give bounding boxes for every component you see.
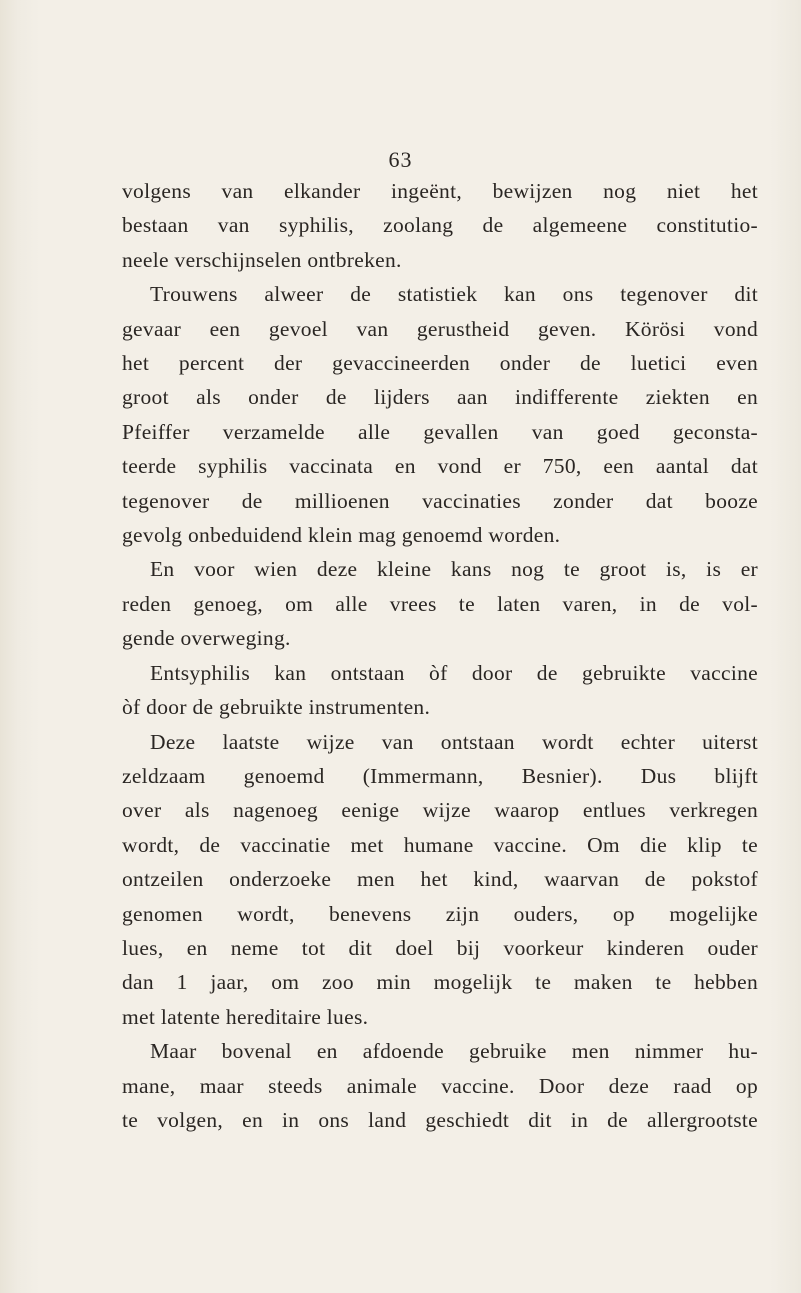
text-line: zeldzaam genoemd (Immermann, Besnier). Dus blijft (122, 763, 758, 788)
text-line: reden genoeg, om alle vrees te laten varen, in de vol- (122, 591, 758, 616)
text-line: over als nagenoeg eenige wijze waarop entlues verkregen (122, 798, 758, 823)
text-line: gevaar een gevoel van gerustheid geven. Körösi vond (122, 316, 758, 341)
text-line: ontzeilen onderzoeke men het kind, waarvan de pokstof (122, 867, 758, 892)
text-line: tegenover de millioenen vaccinaties zonder dat booze (122, 488, 758, 513)
text-line: het percent der gevaccineerden onder de luetici even (122, 351, 758, 376)
text-line: teerde syphilis vaccinata en vond er 750, een aantal dat (122, 454, 758, 479)
text-line: mane, maar steeds animale vaccine. Door deze raad op (122, 1073, 758, 1098)
text-line: Pfeiffer verzamelde alle gevallen van goed geconsta- (122, 419, 758, 444)
text-line: lues, en neme tot dit doel bij voorkeur kinderen ouder (122, 935, 758, 960)
text-line: neele verschijnselen ontbreken. (122, 247, 402, 272)
text-line: met latente hereditaire lues. (122, 1004, 369, 1029)
text-line: wordt, de vaccinatie met humane vaccine. Om die klip te (122, 832, 758, 857)
text-line: bestaan van syphilis, zoolang de algemeene constitutio- (122, 213, 758, 238)
text-line: Entsyphilis kan ontstaan òf door de gebruikte vaccine (150, 660, 758, 685)
text-line: Maar bovenal en afdoende gebruike men nimmer hu- (150, 1039, 758, 1064)
text-line: gevolg onbeduidend klein mag genoemd worden. (122, 523, 561, 548)
text-line: gende overweging. (122, 626, 291, 651)
text-line: te volgen, en in ons land geschiedt dit in de allergrootste (122, 1107, 758, 1132)
text-line: òf door de gebruikte instrumenten. (122, 695, 431, 720)
text-line: groot als onder de lijders aan indifferente ziekten en (122, 385, 758, 410)
text-line: volgens van elkander ingeënt, bewijzen nog niet het (122, 179, 758, 203)
text-line: dan 1 jaar, om zoo min mogelijk te maken te hebben (122, 970, 758, 995)
text-line: Deze laatste wijze van ontstaan wordt echter uiterst (150, 729, 758, 754)
text-line: En voor wien deze kleine kans nog te groot is, is er (150, 557, 758, 582)
text-line: genomen wordt, benevens zijn ouders, op mogelijke (122, 901, 758, 926)
text-line: Trouwens alweer de statistiek kan ons tegenover dit (150, 282, 758, 307)
page-number: 63 (388, 147, 413, 172)
body-text (122, 174, 758, 1137)
